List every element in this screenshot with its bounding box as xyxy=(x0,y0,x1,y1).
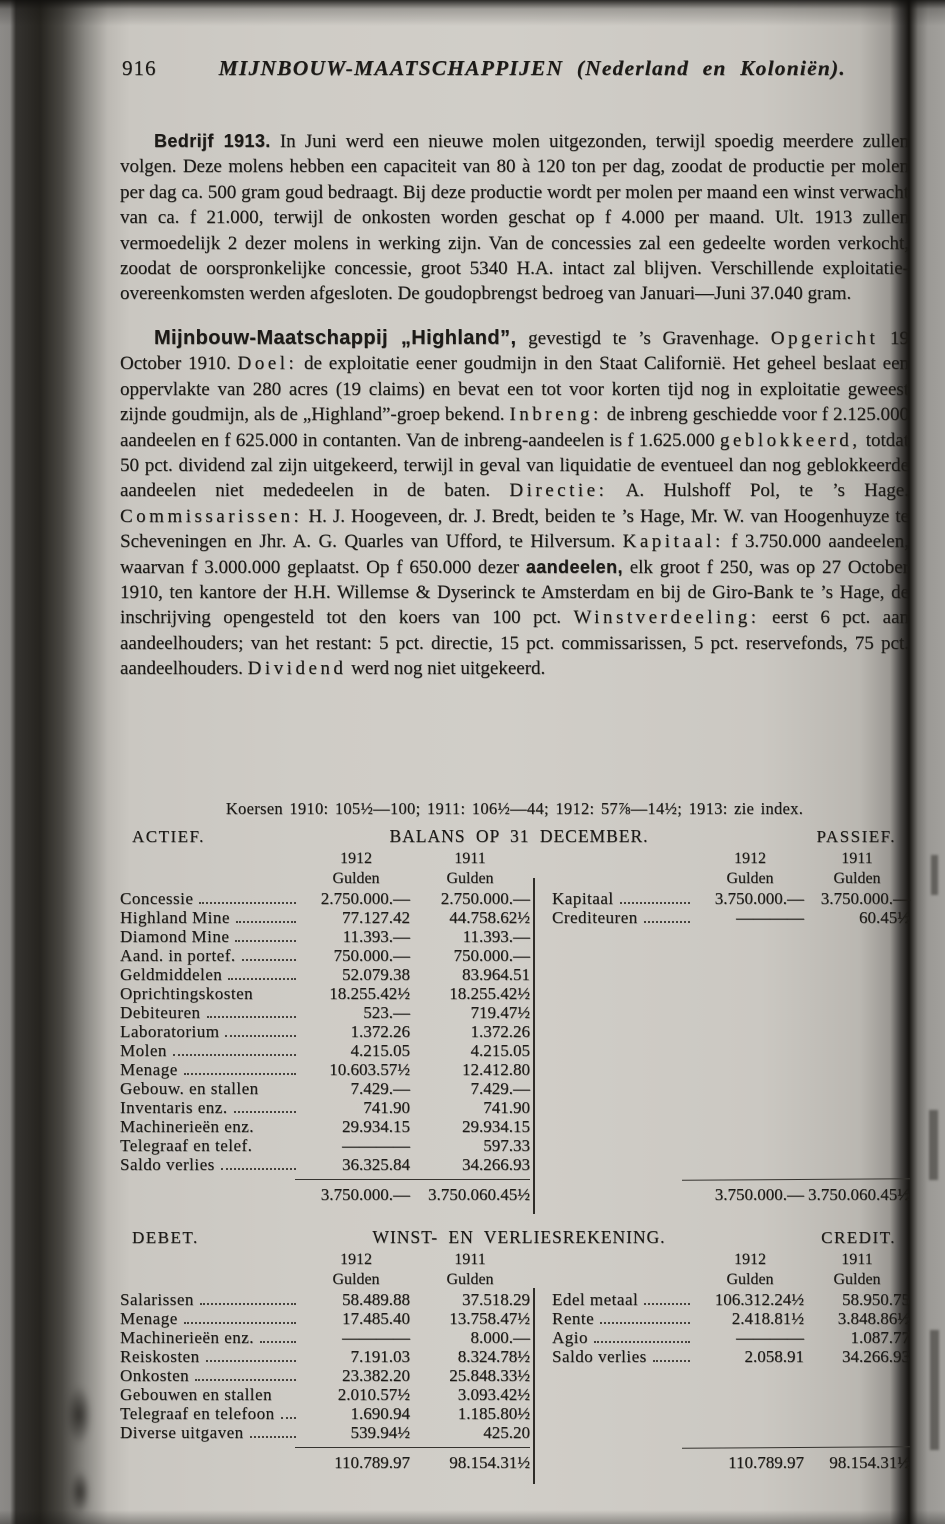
keyword-opgericht: Opgericht xyxy=(770,328,879,349)
paragraph-text: In Juni werd een nieuwe molen uitgezonden, terwijl spoedig meerdere zullen volgen. Deze molens hebben een capaciteit van 80 à 120 ton per dag, zoodat de productie per molen per dag ca. 500 gram goud bedraagt. Bij deze productie wordt per molen per maand een winst verwacht van ca. f 21.000, terwijl de onkosten worden geschat op f 4.000 per maand. Ult. 1913 zullen vermoedelijk 2 dezer molens in werking zijn. Van de concessies zal een gedeelte worden verkocht, zoodat de oorspronkelijke concessie, groot 5340 H.A. intact zal blijven. Verschillende exploitatie-overeenkomsten werden afgesloten. De goudopbrengst bedroeg van Januari—Juni 37.040 gram. xyxy=(120,131,909,305)
col-year-1912: 1912 xyxy=(734,1251,766,1268)
col-unit: Gulden xyxy=(833,870,881,887)
row-label: Saldo verlies xyxy=(552,1347,647,1366)
value-1912: 18.255.42½ xyxy=(329,984,410,1003)
actief-column xyxy=(120,849,530,1206)
table-row-telegraaf xyxy=(120,1136,530,1155)
value-1911: 34.266.93 xyxy=(842,1347,910,1366)
unit-header-row xyxy=(120,1270,530,1290)
value-1911: 8.000.— xyxy=(470,1328,530,1347)
passief-total-group xyxy=(552,1174,910,1206)
col-unit: Gulden xyxy=(446,1271,494,1288)
value-1912: 523.— xyxy=(363,1003,410,1022)
paragraph-lead: Bedrijf 1913. xyxy=(154,131,271,151)
value-1912-dash: ———— xyxy=(736,908,804,927)
value-1911: 83.964.51 xyxy=(462,965,530,984)
year-header-row xyxy=(120,1250,530,1270)
value-1912: 36.325.84 xyxy=(342,1155,410,1174)
table-row-concessie xyxy=(120,889,530,908)
total-rule xyxy=(295,1447,530,1448)
value-1911: 60.45½ xyxy=(859,908,910,927)
unit-header-row xyxy=(552,1270,910,1290)
col-year-1911: 1911 xyxy=(841,1251,873,1268)
value-1912: 52.079.38 xyxy=(342,965,410,984)
ink-smudge xyxy=(66,1385,92,1445)
keyword-dividend: Dividend xyxy=(247,658,347,680)
koersen-line: Koersen 1910: 105½—100; 1911: 106½—44; 1912: 57⅞—14½; 1913: zie index. xyxy=(225,799,804,818)
text-segment: totdat 50 pct. dividend zal zijn uitgekeerd, terwijl in geval van liquidatie de eventueel dan nog geblokkeerde aandeelen niet mededeelen in de baten. xyxy=(120,429,909,502)
value-1912: 741.90 xyxy=(363,1098,410,1117)
page-edge-artifact xyxy=(930,1330,939,1450)
debet-total-group xyxy=(120,1442,530,1474)
paragraph-highland xyxy=(120,326,909,682)
debet-column xyxy=(120,1250,530,1474)
value-1912-dash: ———— xyxy=(342,1328,410,1347)
keyword-doel: Doel: xyxy=(237,353,298,375)
col-year-1912: 1912 xyxy=(340,1251,372,1268)
value-1912: 7.429.— xyxy=(350,1079,410,1098)
actief-total-row xyxy=(120,1184,530,1206)
value-1912: 1.372.26 xyxy=(350,1022,410,1041)
value-1912: 29.934.15 xyxy=(342,1117,410,1136)
table-row-salarissen xyxy=(120,1290,530,1309)
heading-debet: DEBET. xyxy=(132,1228,199,1247)
page-header xyxy=(122,56,908,81)
value-1911: 597.33 xyxy=(483,1136,530,1155)
heading-balans-datum: BALANS OP 31 DECEMBER. xyxy=(389,826,649,846)
value-1911: 37.518.29 xyxy=(462,1290,530,1309)
row-label: Menage xyxy=(120,1060,178,1079)
value-1911: 741.90 xyxy=(483,1098,530,1117)
total-rule xyxy=(295,1179,530,1180)
col-unit: Gulden xyxy=(833,1271,881,1288)
keyword-directie: Directie: xyxy=(509,480,608,502)
row-label: Highland Mine xyxy=(120,908,230,927)
unit-header-row xyxy=(120,869,530,889)
value-1912: 2.010.57½ xyxy=(337,1385,410,1404)
table-row-menage xyxy=(120,1060,530,1079)
total-1911: 3.750.060.45½ xyxy=(808,1185,910,1204)
table-row-aand-portef xyxy=(120,946,530,965)
keyword-aandeelen: aandeelen, xyxy=(525,556,623,577)
value-1911: 4.215.05 xyxy=(470,1041,530,1060)
table-row-gebouw-stallen xyxy=(120,1079,530,1098)
balance-column-divider xyxy=(533,878,535,1214)
table-row-diamond-mine xyxy=(120,927,530,946)
text-segment: werd nog niet uitgekeerd. xyxy=(346,658,546,680)
year-header-row xyxy=(552,1250,910,1270)
value-1911: 11.393.— xyxy=(462,927,530,946)
value-1912: 58.489.88 xyxy=(342,1290,410,1309)
text-segment: gevestigd te ’s Gravenhage. xyxy=(516,328,771,349)
total-1911: 98.154.31½ xyxy=(829,1453,910,1472)
col-unit: Gulden xyxy=(726,870,774,887)
year-header-row xyxy=(120,849,530,869)
col-unit: Gulden xyxy=(726,1271,774,1288)
col-unit: Gulden xyxy=(332,870,380,887)
value-1912: 10.603.57½ xyxy=(329,1060,410,1079)
table-row-machinerieen-debet xyxy=(120,1328,530,1347)
value-1911: 12.412.80 xyxy=(462,1060,530,1079)
col-year-1911: 1911 xyxy=(454,1251,486,1268)
balance-sheet xyxy=(120,826,910,1206)
row-label: Machinerieën enz. xyxy=(120,1117,255,1136)
row-label: Molen xyxy=(120,1041,167,1060)
text-segment: de exploitatie eener goudmijn in den Staat Californië. Het geheel beslaat een oppervlakte van 280 acres (19 claims) en bevat een tot voor korten tijd nog in exploitatie geweest zijnde goudmijn, als de „Highland”-groep bekend. xyxy=(120,353,910,426)
total-1912: 3.750.000.— xyxy=(714,1185,804,1204)
col-year-1911: 1911 xyxy=(841,850,873,867)
value-1912: 11.393.— xyxy=(342,927,410,946)
value-1912: 77.127.42 xyxy=(342,908,410,927)
value-1912-dash: ———— xyxy=(342,1136,410,1155)
table-row-crediteuren xyxy=(552,908,910,927)
total-1911: 3.750.060.45½ xyxy=(428,1185,530,1204)
row-label: Diverse uitgaven xyxy=(120,1423,244,1442)
credit-total-group xyxy=(552,1442,910,1474)
total-1912: 110.789.97 xyxy=(334,1453,410,1472)
value-1911: 2.750.000.— xyxy=(440,889,530,908)
value-1911: 3.848.86½ xyxy=(837,1309,910,1328)
text-segment: eerst 6 pct. aan aandeelhouders; van het restant: 5 pct. directie, 15 pct. commissarissen, 5 pct. reservefonds, 75 pct. aandeelhouders. xyxy=(120,607,910,680)
profit-loss-statement xyxy=(120,1227,910,1474)
row-label: Debiteuren xyxy=(120,1003,201,1022)
debet-total-row xyxy=(120,1452,530,1474)
value-1911: 25.848.33½ xyxy=(449,1366,530,1385)
credit-column xyxy=(552,1250,910,1474)
row-label: Machinerieën enz. xyxy=(120,1328,255,1347)
value-1911: 8.324.78½ xyxy=(457,1347,530,1366)
row-label: Rente xyxy=(552,1309,595,1328)
row-label: Inventaris enz. xyxy=(120,1098,228,1117)
col-year-1912: 1912 xyxy=(734,850,766,867)
table-row-menage-debet xyxy=(120,1309,530,1328)
table-row-agio xyxy=(552,1328,910,1347)
text-segment: elk groot f 250, was op 27 October 1910, ten kantore der H.H. Willemse & Dyserinck te Amsterdam en bij de Giro-Bank te ’s Hage, de inschrijving opengesteld tot den koers van 100 pct. xyxy=(120,556,909,629)
text-segment: A. Hulshoff Pol, te ’s Hage. xyxy=(607,480,909,502)
heading-credit: CREDIT. xyxy=(821,1228,896,1247)
actief-total-group xyxy=(120,1174,530,1206)
pl-column-divider xyxy=(533,1288,535,1484)
value-1911: 44.758.62½ xyxy=(449,908,530,927)
value-1911: 7.429.— xyxy=(470,1079,530,1098)
row-label: Agio xyxy=(552,1328,588,1347)
table-row-oprichtingskosten xyxy=(120,984,530,1003)
row-label: Oprichtingskosten xyxy=(120,984,254,1003)
value-1912: 4.215.05 xyxy=(350,1041,410,1060)
company-name: Mijnbouw-Maatschappij „Highland”, xyxy=(154,327,517,349)
row-label: Kapitaal xyxy=(552,889,614,908)
value-1911: 18.255.42½ xyxy=(449,984,530,1003)
table-row-highland-mine xyxy=(120,908,530,927)
keyword-winstverdeeling: Winstverdeeling: xyxy=(573,607,760,629)
value-1911: 34.266.93 xyxy=(462,1155,530,1174)
value-1912: 1.690.94 xyxy=(350,1404,410,1423)
credit-total-row xyxy=(552,1452,910,1474)
row-label: Salarissen xyxy=(120,1290,194,1309)
value-1912: 17.485.40 xyxy=(342,1309,410,1328)
value-1912: 106.312.24½ xyxy=(714,1290,804,1309)
row-label: Saldo verlies xyxy=(120,1155,215,1174)
value-1911: 425.20 xyxy=(483,1423,530,1442)
table-row-rente xyxy=(552,1309,910,1328)
table-row-debiteuren xyxy=(120,1003,530,1022)
value-1912: 7.191.03 xyxy=(350,1347,410,1366)
col-year-1911: 1911 xyxy=(454,850,486,867)
text-segment: H. J. Hoogeveen, dr. J. Bredt, beiden te ’s Hage, Mr. W. van Hoogenhuyze te Scheveningen en Jhr. A. G. Quarles van Ufford, te Hilversum. xyxy=(120,505,909,553)
row-label: Geldmiddelen xyxy=(120,965,223,984)
row-label: Reiskosten xyxy=(120,1347,200,1366)
heading-passief: PASSIEF. xyxy=(816,827,896,846)
table-row-saldo-verlies-credit xyxy=(552,1347,910,1366)
value-1911: 1.087.77 xyxy=(850,1328,910,1347)
table-row-geldmiddelen xyxy=(120,965,530,984)
value-1911: 1.185.80½ xyxy=(457,1404,530,1423)
row-label: Laboratorium xyxy=(120,1022,220,1041)
ink-smudge xyxy=(70,1470,90,1514)
value-1912: 2.750.000.— xyxy=(320,889,410,908)
table-row-inventaris xyxy=(120,1098,530,1117)
page-edge-artifact xyxy=(929,1110,938,1180)
text-segment: de inbreng geschiedde voor f 2.125.000 aandeelen en f 625.000 in contanten. Van de inbreng-aandeelen is f 1.625.000 xyxy=(120,404,909,451)
table-row-onkosten xyxy=(120,1366,530,1385)
table-row-kapitaal xyxy=(552,889,910,908)
pl-columns xyxy=(120,1250,910,1474)
balance-heading-row xyxy=(120,826,910,849)
value-1912: 539.94½ xyxy=(350,1423,410,1442)
row-label: Aand. in portef. xyxy=(120,946,236,965)
passief-total-row xyxy=(552,1184,910,1206)
value-1912-dash: ———— xyxy=(736,1328,804,1347)
table-row-machinerieen xyxy=(120,1117,530,1136)
keyword-geblokkeerd: geblokkeerd, xyxy=(719,429,861,451)
table-row-reiskosten xyxy=(120,1347,530,1366)
row-label: Crediteuren xyxy=(552,908,638,927)
table-row-laboratorium xyxy=(120,1022,530,1041)
value-1912: 3.750.000.— xyxy=(714,889,804,908)
col-year-1912: 1912 xyxy=(340,850,372,867)
book-title: MIJNBOUW-MAATSCHAPPIJEN (Nederland en Koloniën). xyxy=(218,56,846,80)
passief-column xyxy=(552,849,910,1206)
col-unit: Gulden xyxy=(446,870,494,887)
keyword-inbreng: Inbreng: xyxy=(509,404,602,426)
unit-header-row xyxy=(552,869,910,889)
balance-columns xyxy=(120,849,910,1206)
row-label: Edel metaal xyxy=(552,1290,639,1309)
row-label: Diamond Mine xyxy=(120,927,230,946)
keyword-kapitaal: Kapitaal: xyxy=(622,531,724,553)
table-row-saldo-verlies xyxy=(120,1155,530,1174)
heading-winst-verlies: WINST- EN VERLIESREKENING. xyxy=(372,1227,666,1247)
row-label: Gebouwen en stallen xyxy=(120,1385,273,1404)
value-1911: 13.758.47½ xyxy=(449,1309,530,1328)
total-1912: 3.750.000.— xyxy=(320,1185,410,1204)
total-rule xyxy=(682,1178,910,1181)
pl-heading-row xyxy=(120,1227,910,1250)
value-1911: 29.934.15 xyxy=(462,1117,530,1136)
value-1912: 750.000.— xyxy=(333,946,410,965)
total-1912: 110.789.97 xyxy=(728,1453,804,1472)
total-rule xyxy=(682,1446,910,1449)
keyword-commissarissen: Commissarissen: xyxy=(120,505,303,527)
row-label: Concessie xyxy=(120,889,194,908)
table-row-diverse-uitgaven xyxy=(120,1423,530,1442)
value-1911: 719.47½ xyxy=(470,1003,530,1022)
value-1912: 23.382.20 xyxy=(342,1366,410,1385)
page-edge-artifact xyxy=(931,855,938,895)
text-segment: f 3.750.000 aandeelen, waarvan f 3.000.000 geplaatst. Op f 650.000 dezer xyxy=(120,531,909,578)
value-1912: 2.418.81½ xyxy=(731,1309,804,1328)
row-label: Telegraaf en telef. xyxy=(120,1136,253,1155)
row-label: Menage xyxy=(120,1309,178,1328)
row-label: Telegraaf en telefoon xyxy=(120,1404,275,1423)
text-segment: 19 October 1910. xyxy=(120,328,910,375)
col-unit: Gulden xyxy=(332,1271,380,1288)
row-label: Onkosten xyxy=(120,1366,190,1385)
value-1911: 750.000.— xyxy=(453,946,530,965)
total-1911: 98.154.31½ xyxy=(449,1453,530,1472)
table-row-molen xyxy=(120,1041,530,1060)
value-1911: 58.950.75 xyxy=(842,1290,910,1309)
value-1911: 1.372.26 xyxy=(470,1022,530,1041)
value-1911: 3.750.000.— xyxy=(820,889,910,908)
table-row-edel-metaal xyxy=(552,1290,910,1309)
heading-actief: ACTIEF. xyxy=(132,827,205,846)
table-row-gebouwen-stallen xyxy=(120,1385,530,1404)
paragraph-bedrijf-1913 xyxy=(120,129,909,307)
table-row-telegraaf-telefoon xyxy=(120,1404,530,1423)
year-header-row xyxy=(552,849,910,869)
page-number: 916 xyxy=(122,56,157,80)
value-1912: 2.058.91 xyxy=(744,1347,804,1366)
value-1911: 3.093.42½ xyxy=(457,1385,530,1404)
row-label: Gebouw. en stallen xyxy=(120,1079,259,1098)
